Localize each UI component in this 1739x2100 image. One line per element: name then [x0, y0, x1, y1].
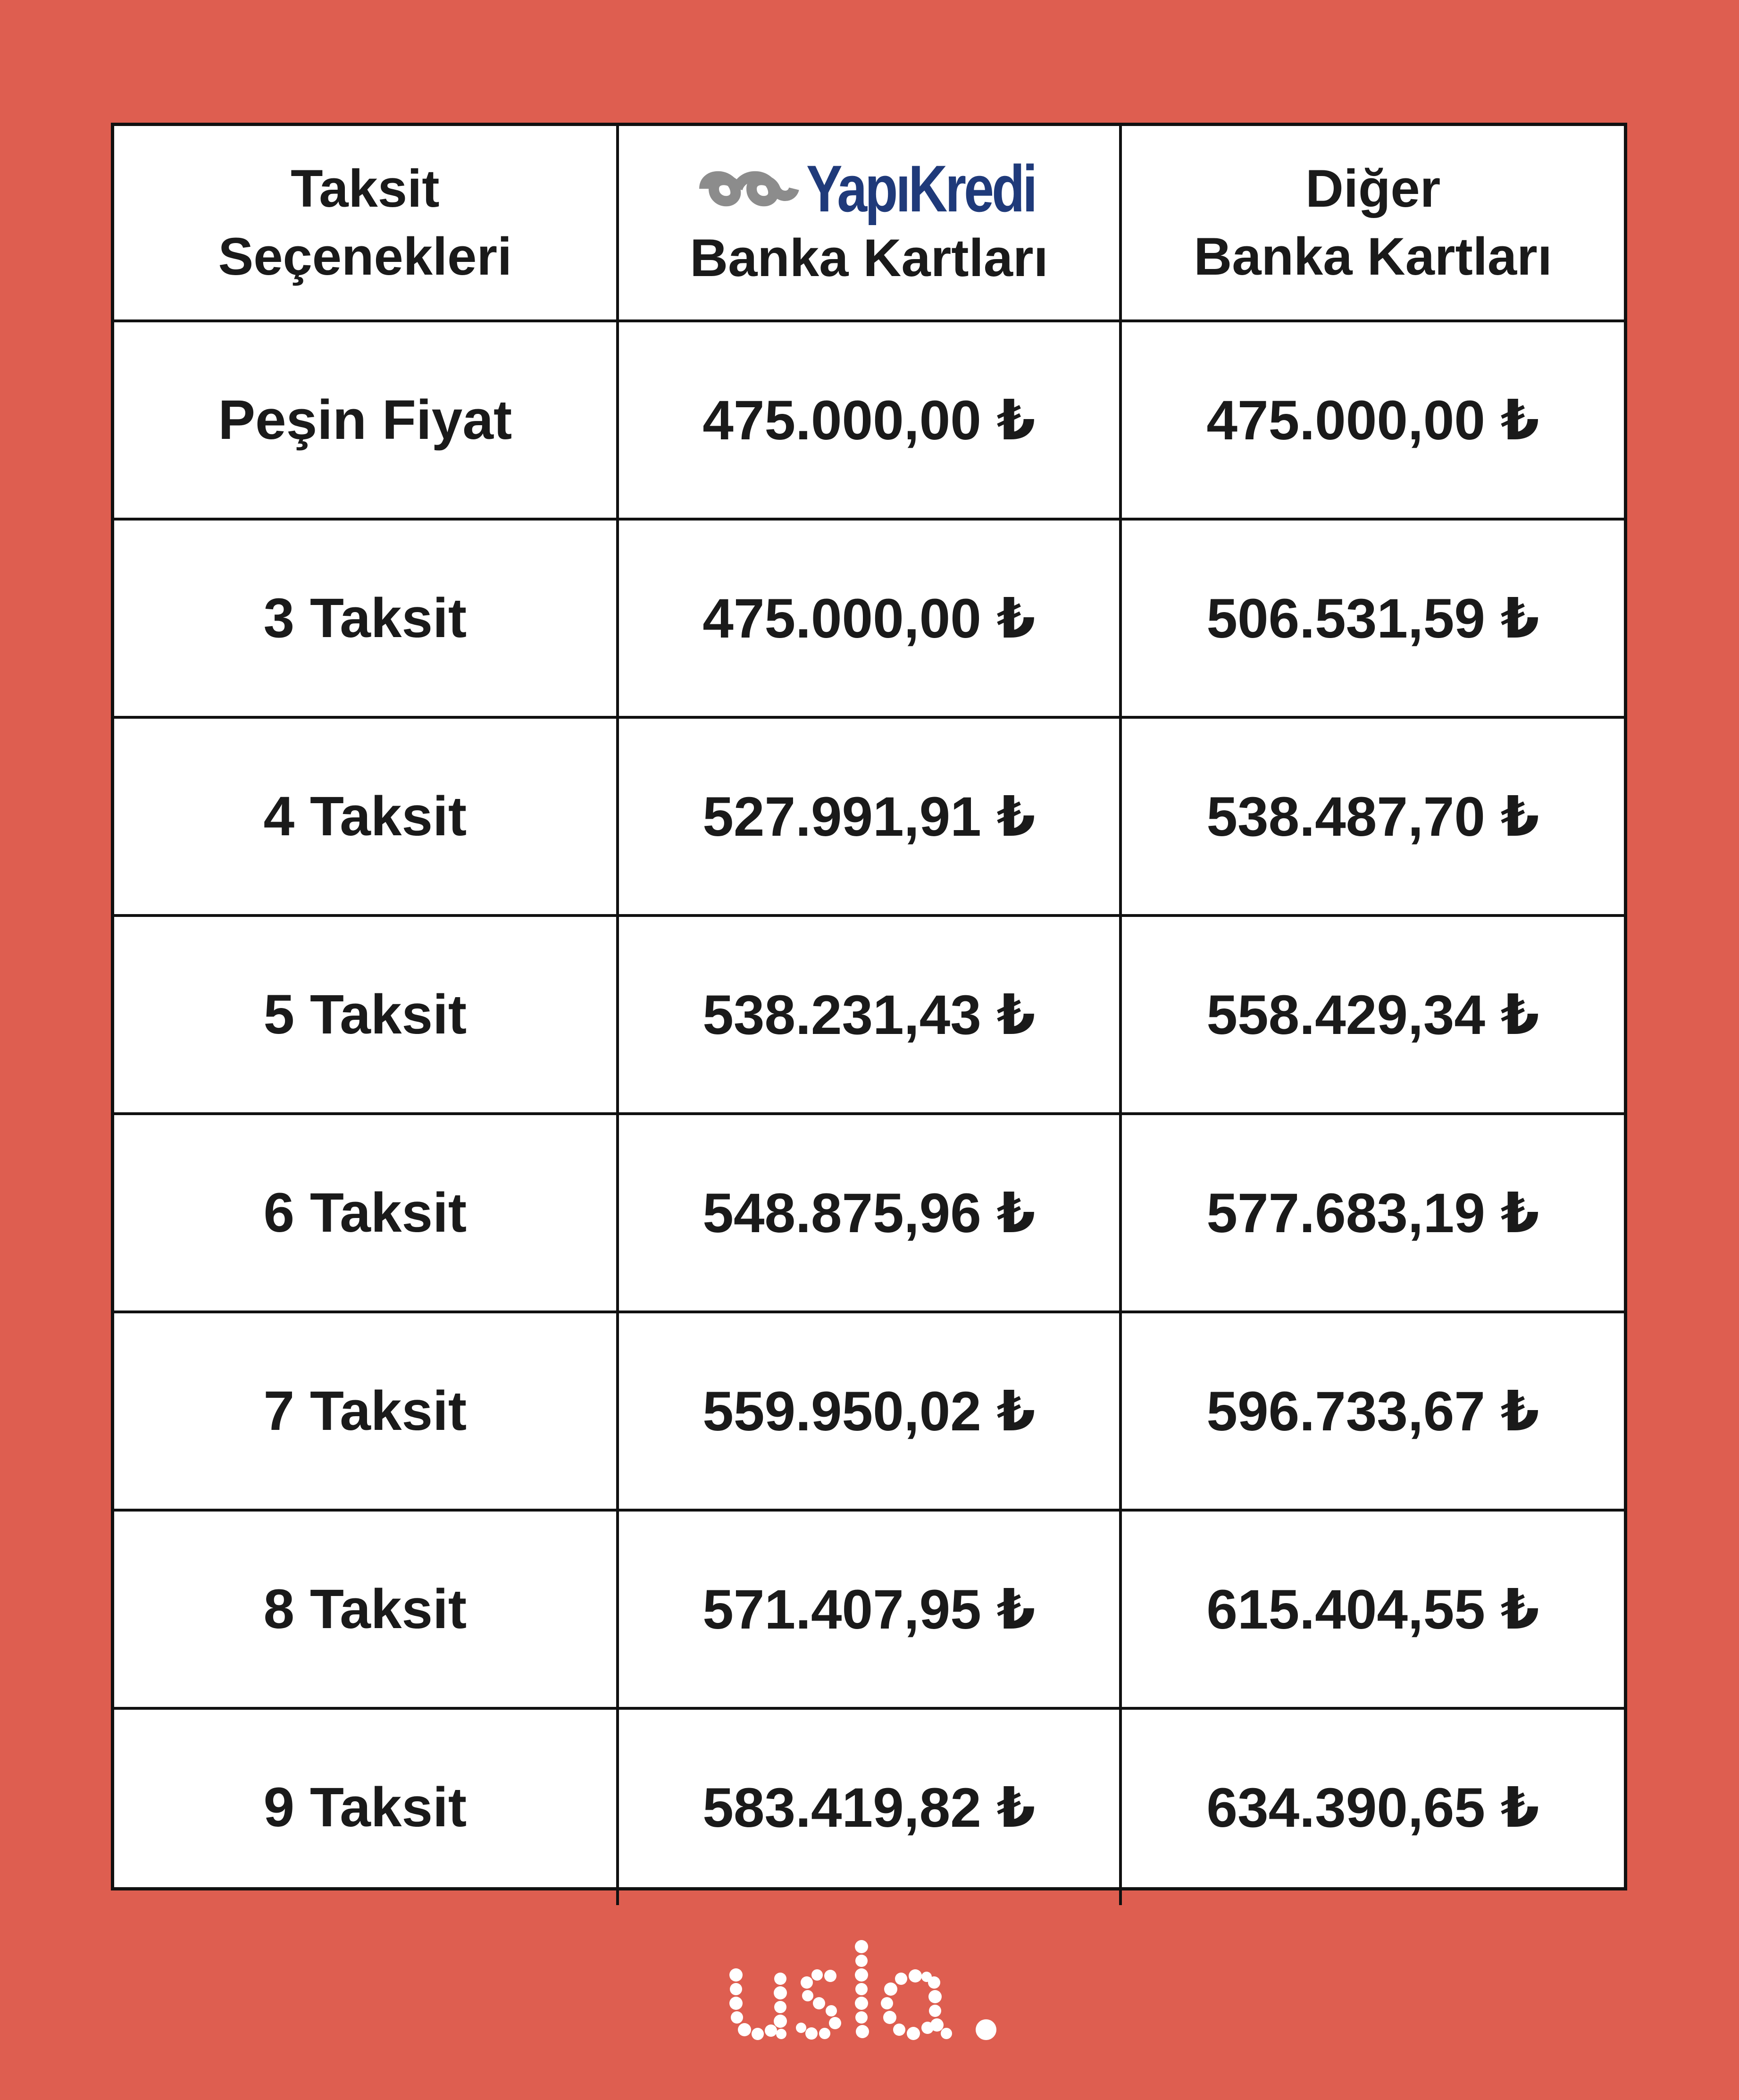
cell-other-price: 558.429,34 ₺: [1120, 916, 1624, 1114]
usla-logo-dots: [729, 1940, 996, 2040]
header-other-cards: [1120, 126, 1624, 321]
table-row: [114, 519, 1624, 717]
cell-other-price: 596.733,67 ₺: [1120, 1312, 1624, 1510]
cell-yapikredi-price: 571.407,95 ₺: [618, 1510, 1121, 1708]
cell-yapikredi-price: 538.231,43 ₺: [618, 916, 1121, 1114]
cell-option: 4 Taksit: [114, 717, 618, 916]
table-row: [114, 1312, 1624, 1510]
cell-other-price: 538.487,70 ₺: [1120, 717, 1624, 916]
header-col3-line1: Diğer: [1305, 159, 1441, 218]
cell-yapikredi-price: 583.419,82 ₺: [618, 1708, 1121, 1905]
cell-option: Peşin Fiyat: [114, 321, 618, 519]
table-header-row: [114, 126, 1624, 321]
cell-other-price: 634.390,65 ₺: [1120, 1708, 1624, 1905]
cell-other-price: 506.531,59 ₺: [1120, 519, 1624, 717]
cell-option: 6 Taksit: [114, 1114, 618, 1312]
cell-other-price: 615.404,55 ₺: [1120, 1510, 1624, 1708]
header-yapikredi-cards: [618, 126, 1121, 321]
cell-option: 8 Taksit: [114, 1510, 618, 1708]
usla-logo: [722, 1937, 1024, 2050]
installment-table-container: [111, 123, 1627, 1890]
cell-yapikredi-price: 559.950,02 ₺: [618, 1312, 1121, 1510]
cell-yapikredi-price: 475.000,00 ₺: [618, 321, 1121, 519]
cell-option: 9 Taksit: [114, 1708, 618, 1905]
yapikredi-logo-icon: [686, 158, 803, 219]
header-col3-line2: Banka Kartları: [1194, 227, 1552, 286]
header-col2-line2: Banka Kartları: [690, 228, 1048, 287]
cell-yapikredi-price: 548.875,96 ₺: [618, 1114, 1121, 1312]
table-body: [114, 321, 1624, 1905]
table-row: [114, 717, 1624, 916]
yapikredi-brand: [619, 153, 1120, 224]
table-row: [114, 1708, 1624, 1905]
table-row: [114, 1510, 1624, 1708]
cell-other-price: 475.000,00 ₺: [1120, 321, 1624, 519]
cell-option: 5 Taksit: [114, 916, 618, 1114]
installment-table: [114, 126, 1624, 1905]
table-row: [114, 1114, 1624, 1312]
yapikredi-wordmark: YapıKredi: [806, 151, 1036, 226]
cell-option: 3 Taksit: [114, 519, 618, 717]
table-row: [114, 916, 1624, 1114]
cell-other-price: 577.683,19 ₺: [1120, 1114, 1624, 1312]
table-row: [114, 321, 1624, 519]
header-col1-line2: Seçenekleri: [218, 227, 512, 286]
cell-yapikredi-price: 475.000,00 ₺: [618, 519, 1121, 717]
cell-yapikredi-price: 527.991,91 ₺: [618, 717, 1121, 916]
cell-option: 7 Taksit: [114, 1312, 618, 1510]
header-installment-options: [114, 126, 618, 321]
header-col1-line1: Taksit: [291, 159, 440, 218]
